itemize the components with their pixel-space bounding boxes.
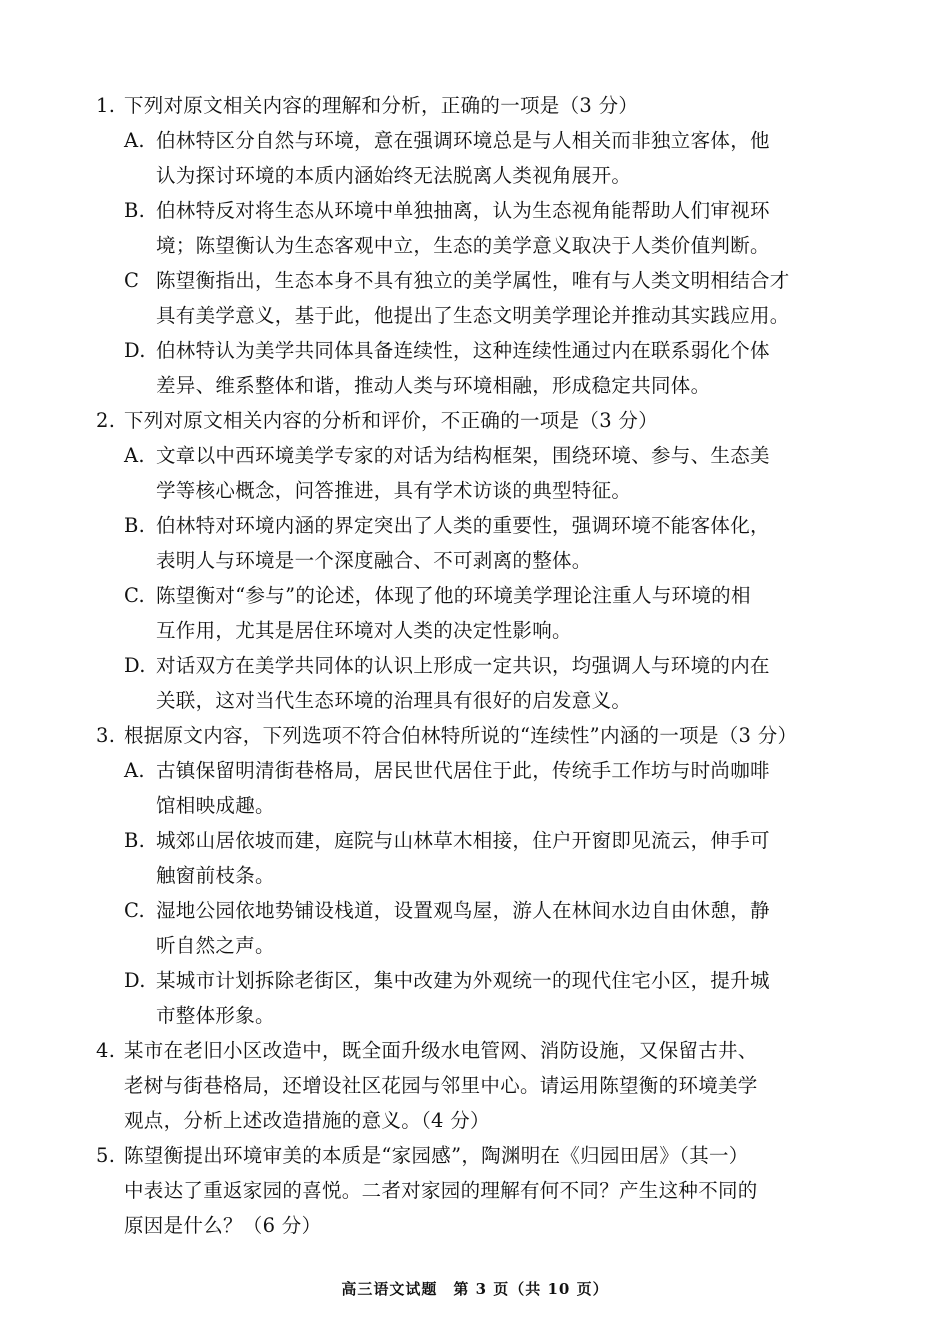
option-4 — [124, 333, 856, 403]
option-text-line: 伯林特反对将生态从环境中单独抽离，认为生态视角能帮助人们审视环 — [156, 199, 770, 222]
question-3 — [96, 718, 856, 1033]
question-text-line: 观点，分析上述改造措施的意义。（4 分） — [124, 1109, 490, 1132]
option-text-line: 湿地公园依地势铺设栈道，设置观鸟屋，游人在林间水边自由休憩，静 — [156, 899, 770, 922]
option-label: C — [124, 269, 140, 292]
option-text — [156, 753, 856, 823]
question-text — [124, 403, 856, 438]
option-text-line: 表明人与环境是一个深度融合、不可剥离的整体。 — [156, 549, 592, 572]
option-text — [156, 193, 856, 263]
option-text — [156, 823, 856, 893]
option-1 — [124, 753, 856, 823]
option-text — [156, 893, 856, 963]
option-text-line: 陈望衡对“参与”的论述，体现了他的环境美学理论注重人与环境的相 — [156, 584, 751, 607]
option-label: C. — [124, 584, 146, 607]
option-1 — [124, 438, 856, 508]
option-label: B. — [124, 199, 146, 222]
question-number: 3. — [96, 724, 116, 747]
option-label: D. — [124, 969, 146, 992]
option-3 — [124, 893, 856, 963]
question-text-line: 根据原文内容，下列选项不符合伯林特所说的“连续性”内涵的一项是（3 分） — [124, 724, 798, 747]
question-text-line: 某市在老旧小区改造中，既全面升级水电管网、消防设施，又保留古井、 — [124, 1039, 758, 1062]
option-text — [156, 123, 856, 193]
option-text-line: 听自然之声。 — [156, 934, 275, 957]
option-text-line: 触窗前枝条。 — [156, 864, 275, 887]
option-text-line: 某城市计划拆除老街区，集中改建为外观统一的现代住宅小区，提升城 — [156, 969, 770, 992]
question-number: 5. — [96, 1144, 116, 1167]
option-text-line: 馆相映成趣。 — [156, 794, 275, 817]
question-4 — [96, 1033, 856, 1138]
option-label: B. — [124, 514, 146, 537]
question-text — [124, 88, 856, 123]
option-text-line: 具有美学意义，基于此，他提出了生态文明美学理论并推动其实践应用。 — [156, 304, 790, 327]
option-4 — [124, 648, 856, 718]
option-text-line: 市整体形象。 — [156, 1004, 275, 1027]
option-2 — [124, 508, 856, 578]
option-text-line: 互作用，尤其是居住环境对人类的决定性影响。 — [156, 619, 572, 642]
option-text-line: 伯林特对环境内涵的界定突出了人类的重要性，强调环境不能客体化， — [156, 514, 770, 537]
option-2 — [124, 193, 856, 263]
option-text-line: 差异、维系整体和谐，推动人类与环境相融，形成稳定共同体。 — [156, 374, 711, 397]
option-4 — [124, 963, 856, 1033]
option-2 — [124, 823, 856, 893]
option-text-line: 伯林特认为美学共同体具备连续性，这种连续性通过内在联系弱化个体 — [156, 339, 770, 362]
option-label: D. — [124, 339, 146, 362]
option-text-line: 伯林特区分自然与环境，意在强调环境总是与人相关而非独立客体，他 — [156, 129, 770, 152]
option-label: A. — [124, 759, 145, 782]
option-text — [156, 508, 856, 578]
question-text-line: 下列对原文相关内容的理解和分析，正确的一项是（3 分） — [124, 94, 639, 117]
option-label: A. — [124, 129, 145, 152]
option-label: A. — [124, 444, 145, 467]
option-text — [156, 648, 856, 718]
question-stem — [96, 1033, 856, 1138]
option-text — [156, 963, 856, 1033]
option-label: D. — [124, 654, 146, 677]
question-list — [96, 88, 856, 1243]
option-1 — [124, 123, 856, 193]
option-text — [156, 333, 856, 403]
question-number: 4. — [96, 1039, 116, 1062]
option-label: B. — [124, 829, 146, 852]
question-text — [124, 718, 856, 753]
option-text-line: 对话双方在美学共同体的认识上形成一定共识，均强调人与环境的内在 — [156, 654, 770, 677]
question-number: 2. — [96, 409, 116, 432]
option-text-line: 认为探讨环境的本质内涵始终无法脱离人类视角展开。 — [156, 164, 632, 187]
question-stem — [96, 403, 856, 438]
option-text-line: 陈望衡指出，生态本身不具有独立的美学属性，唯有与人类文明相结合才 — [156, 269, 790, 292]
option-text-line: 学等核心概念，问答推进，具有学术访谈的典型特征。 — [156, 479, 632, 502]
question-text-line: 下列对原文相关内容的分析和评价，不正确的一项是（3 分） — [124, 409, 659, 432]
option-text-line: 文章以中西环境美学专家的对话为结构框架，围绕环境、参与、生态美 — [156, 444, 770, 467]
question-text-line: 陈望衡提出环境审美的本质是“家园感”，陶渊明在《归园田居》（其一） — [124, 1144, 749, 1167]
question-stem — [96, 1138, 856, 1243]
option-label: C. — [124, 899, 146, 922]
option-3 — [124, 578, 856, 648]
option-text — [156, 438, 856, 508]
question-text-line: 原因是什么？（6 分） — [124, 1214, 322, 1237]
question-stem — [96, 88, 856, 123]
option-text — [156, 578, 856, 648]
option-text-line: 境；陈望衡认为生态客观中立，生态的美学意义取决于人类价值判断。 — [156, 234, 770, 257]
option-text-line: 关联，这对当代生态环境的治理具有很好的启发意义。 — [156, 689, 632, 712]
option-text-line: 古镇保留明清街巷格局，居民世代居住于此，传统手工作坊与时尚咖啡 — [156, 759, 770, 782]
option-text-line: 城郊山居依坡而建，庭院与山林草木相接，住户开窗即见流云，伸手可 — [156, 829, 770, 852]
option-3 — [124, 263, 856, 333]
question-stem — [96, 718, 856, 753]
question-text-line: 老树与街巷格局，还增设社区花园与邻里中心。请运用陈望衡的环境美学 — [124, 1074, 758, 1097]
question-1 — [96, 88, 856, 403]
question-text — [124, 1033, 856, 1138]
question-number: 1. — [96, 94, 116, 117]
question-text-line: 中表达了重返家园的喜悦。二者对家园的理解有何不同？产生这种不同的 — [124, 1179, 758, 1202]
question-2 — [96, 403, 856, 718]
question-text — [124, 1138, 856, 1243]
option-text — [156, 263, 856, 333]
page-footer: 高三语文试题 第 3 页（共 10 页） — [341, 1280, 609, 1298]
question-5 — [96, 1138, 856, 1243]
